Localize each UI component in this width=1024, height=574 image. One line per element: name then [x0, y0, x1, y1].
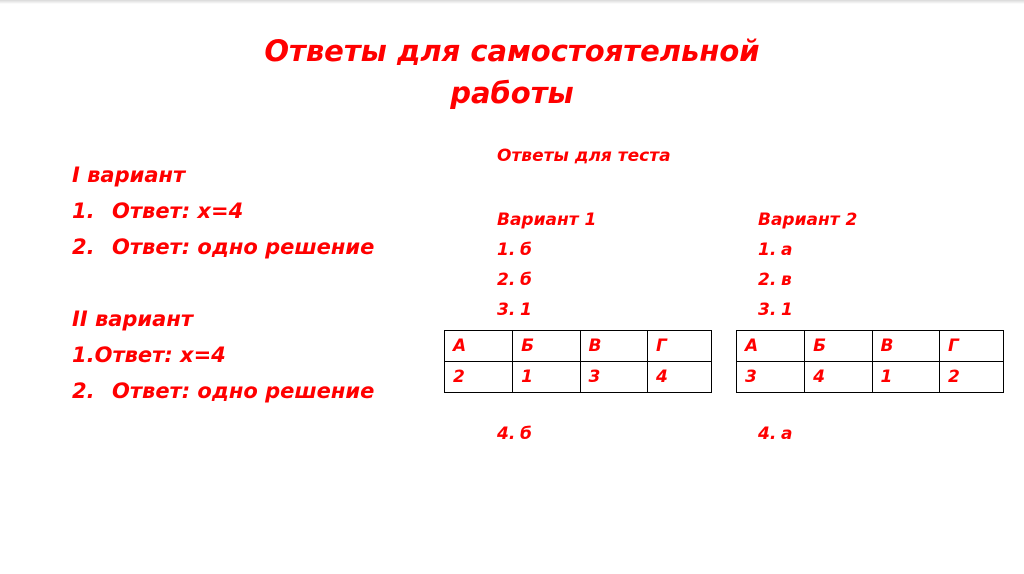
table-row: [737, 362, 1004, 393]
item-text: Ответ: одно решение: [112, 235, 375, 259]
item-number: 1.: [758, 240, 777, 260]
table-cell: 4: [647, 362, 711, 393]
item-number: 1.: [72, 343, 95, 367]
table-cell: В: [872, 331, 939, 362]
table-cell: А: [445, 331, 513, 362]
table-cell: 4: [805, 362, 872, 393]
table-cell: Б: [513, 331, 580, 362]
item-text: Ответ: x=4: [112, 199, 244, 223]
variant-2-heading: II вариант: [72, 307, 193, 331]
item-number: 2.: [758, 270, 777, 290]
test-variant-2: [758, 205, 857, 325]
table-cell: 1: [872, 362, 939, 393]
test-item: [758, 295, 857, 325]
item-text: Ответ: одно решение: [112, 379, 375, 403]
item-text: в: [781, 270, 792, 290]
test-variant-1-heading: Вариант 1: [497, 210, 597, 230]
item-number: 2.: [72, 379, 95, 403]
spacer: [72, 265, 374, 301]
slide-top-edge: [0, 0, 1024, 4]
title-line-1: Ответы для самостоятельной: [264, 34, 760, 68]
test-item: [758, 265, 857, 295]
table-cell: 2: [445, 362, 513, 393]
table-cell: Г: [647, 331, 711, 362]
table-row: [737, 331, 1004, 362]
item-text: Ответ: x=4: [94, 343, 226, 367]
self-study-answers: [72, 157, 374, 409]
variant-1-item: [72, 229, 374, 265]
item-number: 1.: [497, 240, 516, 260]
test-item: [497, 265, 596, 295]
item-text: а: [781, 240, 793, 260]
item-text: а: [781, 424, 793, 444]
table-cell: Г: [939, 331, 1003, 362]
test-item: [758, 235, 857, 265]
table-row: [445, 362, 712, 393]
item-number: 2.: [497, 270, 516, 290]
test-variant-1: [497, 205, 596, 325]
variant-1-item: [72, 193, 374, 229]
item-number: 1.: [72, 199, 95, 223]
table-row: [445, 331, 712, 362]
test-item: [497, 235, 596, 265]
variant-2-item: [72, 337, 374, 373]
item-text: б: [520, 240, 532, 260]
title-line-2: работы: [450, 76, 574, 110]
variant-2-item: [72, 373, 374, 409]
item-number: 3.: [497, 300, 516, 320]
test-item: [497, 424, 532, 444]
table-cell: 3: [737, 362, 805, 393]
slide-title: [0, 30, 1024, 114]
item-text: б: [520, 270, 532, 290]
item-number: 4.: [758, 424, 777, 444]
table-cell: В: [580, 331, 647, 362]
item-number: 2.: [72, 235, 95, 259]
item-text: 1: [781, 300, 793, 320]
test-item: [758, 424, 792, 444]
item-text: 1: [520, 300, 532, 320]
table-cell: 2: [939, 362, 1003, 393]
table-cell: Б: [805, 331, 872, 362]
variant-1-heading: I вариант: [72, 163, 186, 187]
test-answers-heading: Ответы для теста: [497, 146, 671, 166]
test-item: [497, 295, 596, 325]
test-variant-1-table: [444, 330, 712, 393]
item-text: б: [520, 424, 532, 444]
table-cell: 1: [513, 362, 580, 393]
test-variant-2-heading: Вариант 2: [758, 210, 858, 230]
table-cell: А: [737, 331, 805, 362]
test-variant-2-table: [736, 330, 1004, 393]
item-number: 3.: [758, 300, 777, 320]
table-cell: 3: [580, 362, 647, 393]
item-number: 4.: [497, 424, 516, 444]
